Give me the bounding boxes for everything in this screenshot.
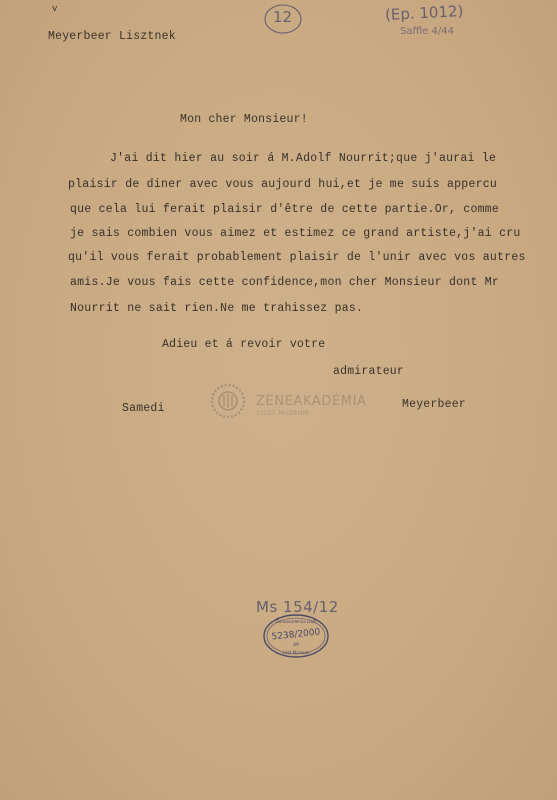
letter-body [66, 150, 536, 330]
catalog-note: (Ep. 1012) [384, 1, 464, 25]
corner-mark: v [52, 4, 58, 14]
salutation: Mon cher Monsieur! [180, 113, 308, 126]
body-line: amis.Je vous fais cette confidence,mon cher Monsieur dont Mr [70, 276, 500, 289]
stamp-code: 5238/2000 [271, 627, 321, 643]
day-label: Samedi [122, 402, 165, 415]
signature: Meyerbeer [402, 398, 466, 411]
body-line: je sais combien vous aimez et estimez ce grand artiste,j'ai cru [70, 227, 521, 240]
liszt-museum-logo-icon [208, 382, 248, 420]
body-line: que cela lui ferait plaisir d'être de cette partie.Or, comme [70, 203, 500, 216]
body-line: qu'il vous ferait probablement plaisir de l'unir avec vos autres [68, 251, 526, 264]
archive-stamp [262, 612, 330, 660]
watermark-brand: ZENEAKADÉMIA [256, 394, 367, 409]
body-line: Nourrit ne sait rien.Ne me trahissez pas. [70, 302, 364, 315]
stamp-number: 49 [293, 643, 299, 648]
stamp-top-text: Zeneakadémia Liszt [275, 619, 317, 624]
page-number: 12 [273, 8, 293, 26]
stamp-bottom-text: Liszt Múzeum [282, 650, 310, 655]
sender-heading: Meyerbeer Lisztnek [48, 30, 176, 43]
watermark-subtitle: LISZT MÚZEUM [257, 410, 309, 417]
library-watermark [204, 380, 369, 422]
body-line: plaisir de diner avec vous aujourd hui,et je me suis appercu [68, 178, 498, 191]
closing-word: admirateur [333, 365, 405, 378]
pencil-annotation: Saffle 4/44 [400, 26, 454, 37]
shelfmark: Ms 154/12 [256, 598, 339, 616]
closing-line: Adieu et á revoir votre [162, 338, 326, 351]
body-line: J'ai dit hier au soir á M.Adolf Nourrit;que j'aurai le [110, 152, 497, 165]
